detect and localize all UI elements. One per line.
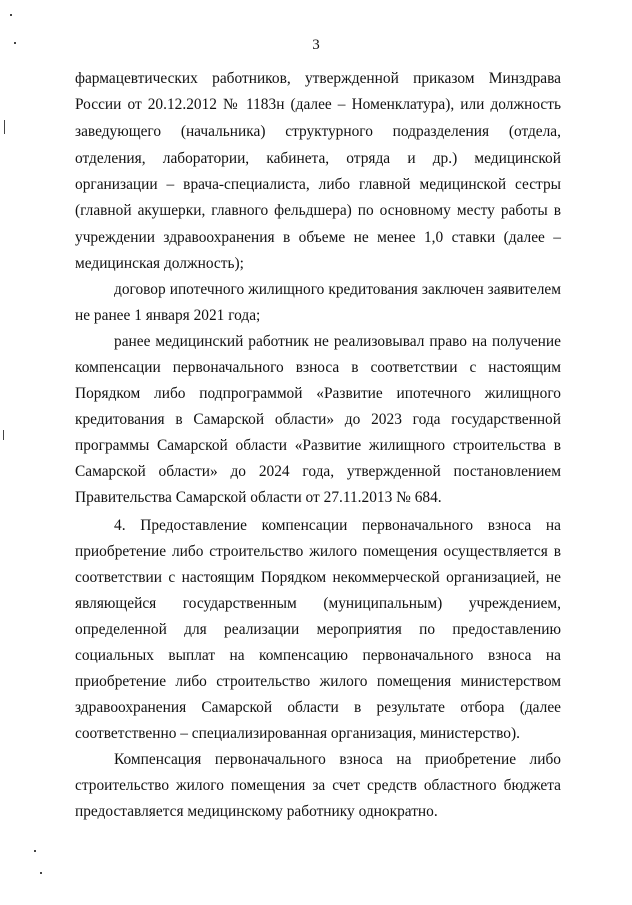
text-line: приобретение либо строительство жилого помещения министерством <box>75 673 561 690</box>
text-line: приобретение либо строительство жилого помещения осуществляется в <box>75 543 561 560</box>
text-line: России от 20.12.2012 № 1183н (далее – Номенклатура), или должность <box>75 96 561 113</box>
text-line: договор ипотечного жилищного кредитования заключен заявителем <box>114 281 561 298</box>
scan-speck <box>34 850 36 852</box>
text-line: строительство жилого помещения за счет средств областного бюджета <box>75 777 561 794</box>
page-number: 3 <box>312 37 320 53</box>
text-line: здравоохранения Самарской области в результате отбора (далее <box>75 699 561 716</box>
scan-speck <box>3 430 4 440</box>
text-line: заведующего (начальника) структурного подразделения (отдела, <box>75 123 561 140</box>
text-line: кредитования в Самарской области» до 2023 года государственной <box>75 411 561 428</box>
text-line: являющейся государственным (муниципальным) учреждением, <box>75 595 561 612</box>
text-line: фармацевтических работников, утвержденной приказом Минздрава <box>75 70 561 87</box>
text-line: 4. Предоставление компенсации первоначального взноса на <box>114 517 561 534</box>
text-line: учреждении здравоохранения в объеме не менее 1,0 ставки (далее – <box>75 229 561 246</box>
text-line: организации – врача-специалиста, либо главной медицинской сестры <box>75 176 561 193</box>
text-line: ранее медицинский работник не реализовывал право на получение <box>114 333 561 350</box>
text-line: определенной для реализации мероприятия по предоставлению <box>75 621 561 638</box>
text-line: не ранее 1 января 2021 года; <box>75 307 261 324</box>
text-line: социальных выплат на компенсацию первоначального взноса на <box>75 647 561 664</box>
scan-speck <box>14 42 16 44</box>
text-line: Порядком либо подпрограммой «Развитие ипотечного жилищного <box>75 385 561 402</box>
text-line: компенсации первоначального взноса в соответствии с настоящим <box>75 359 561 376</box>
text-line: медицинская должность); <box>75 255 244 272</box>
scan-speck <box>4 120 5 134</box>
text-line: программы Самарской области «Развитие жилищного строительства в <box>75 437 561 454</box>
text-line: (главной акушерки, главного фельдшера) по основному месту работы в <box>75 202 561 219</box>
text-line: соответствии с настоящим Порядком некоммерческой организацией, не <box>75 569 561 586</box>
scan-speck <box>10 14 12 16</box>
text-line: соответственно – специализированная организация, министерство). <box>75 725 520 742</box>
scan-speck <box>40 872 42 874</box>
text-line: предоставляется медицинскому работнику однократно. <box>75 803 438 820</box>
text-line: Самарской области» до 2024 года, утвержденной постановлением <box>75 463 561 480</box>
text-line: отделения, лаборатории, кабинета, отряда и др.) медицинской <box>75 150 561 167</box>
text-line: Компенсация первоначального взноса на приобретение либо <box>114 751 561 768</box>
text-line: Правительства Самарской области от 27.11.2013 № 684. <box>75 489 442 506</box>
